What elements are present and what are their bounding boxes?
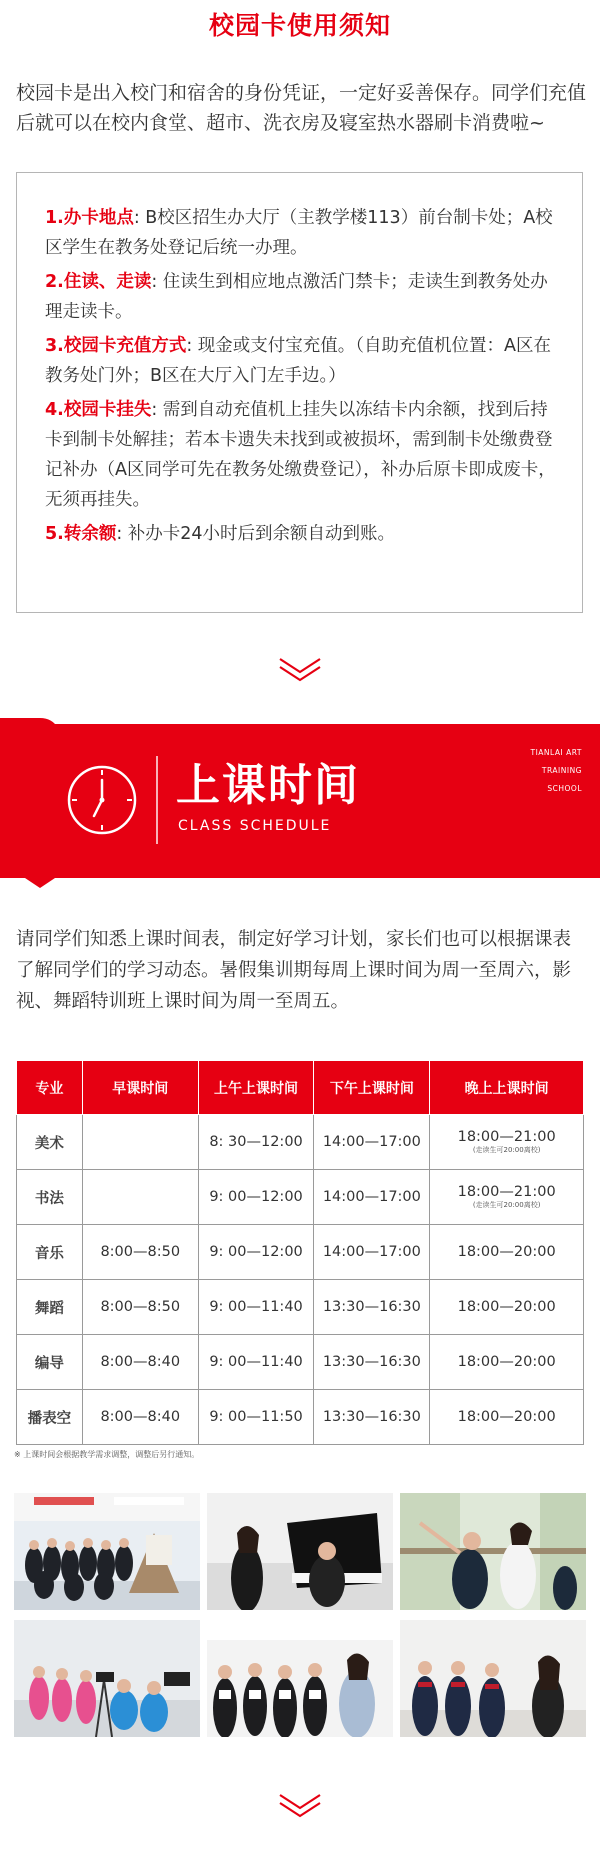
banner-subtitle: CLASS SCHEDULE: [178, 818, 332, 834]
table-row: [17, 1335, 584, 1390]
col-header-subject: 专业: [17, 1061, 83, 1115]
cell-early: 8:00—8:40: [82, 1335, 198, 1390]
rule-text: : B校区招生办大厅（主教学楼113）前台制卡处；A校区学生在教务处登记后统一办理。: [45, 208, 553, 258]
school-line: TRAINING: [541, 766, 582, 775]
cell-subject: 舞蹈: [17, 1280, 83, 1335]
cell-early: [82, 1115, 198, 1170]
col-header-early: 早课时间: [82, 1061, 198, 1115]
banner-notch-bottom: [22, 876, 58, 888]
table-header-row: [17, 1061, 584, 1115]
cell-morning: 9: 00—12:00: [198, 1170, 314, 1225]
table-row: [17, 1115, 584, 1170]
banner-title: 上课时间: [176, 760, 360, 811]
cell-afternoon: 14:00—17:00: [314, 1115, 430, 1170]
cell-afternoon: 13:30—16:30: [314, 1335, 430, 1390]
rule-label: 5.转余额: [45, 524, 117, 544]
photo-flight-attendant-class: [400, 1620, 586, 1737]
cell-morning: 9: 00—11:40: [198, 1280, 314, 1335]
cell-evening: 18:00—20:00: [430, 1225, 584, 1280]
school-line: SCHOOL: [547, 784, 582, 793]
cell-afternoon: 13:30—16:30: [314, 1390, 430, 1445]
photo-piano-lesson: [207, 1493, 393, 1610]
banner-school-name: [531, 744, 583, 798]
cell-evening: 18:00—20:00: [430, 1390, 584, 1445]
cell-subject: 编导: [17, 1335, 83, 1390]
photo-recitation-class: [207, 1620, 393, 1737]
table-row: [17, 1280, 584, 1335]
col-header-evening: 晚上上课时间: [430, 1061, 584, 1115]
rule-text: : 补办卡24小时后到余额自动到账。: [116, 524, 396, 544]
rule-text: : 需到自动充值机上挂失以冻结卡内余额，找到后持卡到制卡处解挂；若本卡遗失未找到或被损坏，需到制卡处缴费登记补办（A区同学可先在教务处缴费登记），补办后原卡即成废卡，无须再挂失。: [45, 400, 556, 510]
rule-item: [45, 267, 564, 327]
rule-text: : 现金或支付宝充值。（自助充值机位置：A区在教务处门外；B区在大厅入门左手边。）: [45, 336, 552, 386]
double-chevron-down-icon: [278, 1792, 322, 1822]
rules-box: [16, 172, 583, 613]
cell-morning: 8: 30—12:00: [198, 1115, 314, 1170]
cell-morning: 9: 00—12:00: [198, 1225, 314, 1280]
rule-text: : 住读生到相应地点激活门禁卡；走读生到教务处办理走读卡。: [45, 272, 548, 322]
photo-dance-class: [400, 1493, 586, 1610]
cell-afternoon: 14:00—17:00: [314, 1225, 430, 1280]
cell-morning: 9: 00—11:40: [198, 1335, 314, 1390]
rule-label: 4.校园卡挂失: [45, 400, 152, 420]
cell-afternoon: 13:30—16:30: [314, 1280, 430, 1335]
cell-evening: [430, 1115, 584, 1170]
photo-group-art-class: [14, 1493, 200, 1610]
cell-evening-note: (走读生可20:00离校): [472, 1201, 541, 1209]
cell-subject: 美术: [17, 1115, 83, 1170]
cell-early: 8:00—8:50: [82, 1225, 198, 1280]
cell-subject: 音乐: [17, 1225, 83, 1280]
table-row: [17, 1225, 584, 1280]
banner-divider: [156, 756, 158, 844]
cell-evening-time: 18:00—21:00: [457, 1129, 556, 1145]
card-section-title: 校园卡使用须知: [208, 11, 391, 40]
col-header-afternoon: 下午上课时间: [314, 1061, 430, 1115]
table-row: [17, 1170, 584, 1225]
rule-item: [45, 395, 564, 515]
cell-early: 8:00—8:40: [82, 1390, 198, 1445]
cell-evening: 18:00—20:00: [430, 1335, 584, 1390]
school-line: TIANLAI ART: [530, 748, 582, 757]
photo-film-crew: [14, 1620, 200, 1737]
rule-item: [45, 203, 564, 263]
cell-morning: 9: 00—11:50: [198, 1390, 314, 1445]
cell-early: 8:00—8:50: [82, 1280, 198, 1335]
schedule-table: [16, 1060, 584, 1445]
cell-afternoon: 14:00—17:00: [314, 1170, 430, 1225]
cell-subject: 书法: [17, 1170, 83, 1225]
rule-label: 1.办卡地点: [45, 208, 134, 228]
rule-label: 2.住读、走读: [45, 272, 152, 292]
cell-early: [82, 1170, 198, 1225]
rule-item: [45, 519, 564, 549]
photo-grid: [14, 1493, 586, 1737]
cell-evening-time: 18:00—21:00: [457, 1184, 556, 1200]
schedule-footnote: ※ 上课时间会根据教学需求调整，调整后另行通知。: [14, 1450, 200, 1459]
schedule-intro: 请同学们知悉上课时间表，制定好学习计划，家长们也可以根据课表了解同学们的学习动态。暑假集训期每周上课时间为周一至周六，影视、舞蹈特训班上课时间为周一至周五。: [16, 929, 572, 1012]
cell-evening: 18:00—20:00: [430, 1280, 584, 1335]
rule-label: 3.校园卡充值方式: [45, 336, 187, 356]
table-row: [17, 1390, 584, 1445]
double-chevron-down-icon: [278, 656, 322, 686]
card-section-intro: 校园卡是出入校门和宿舍的身份凭证，一定好妥善保存。同学们充值后就可以在校内食堂、超市、洗衣房及寝室热水器刷卡消费啦~: [16, 82, 587, 134]
col-header-morning: 上午上课时间: [198, 1061, 314, 1115]
cell-subject: 播表空: [17, 1390, 83, 1445]
rule-item: [45, 331, 564, 391]
cell-evening-note: (走读生可20:00离校): [472, 1146, 541, 1154]
cell-evening: [430, 1170, 584, 1225]
clock-icon: [66, 764, 138, 836]
